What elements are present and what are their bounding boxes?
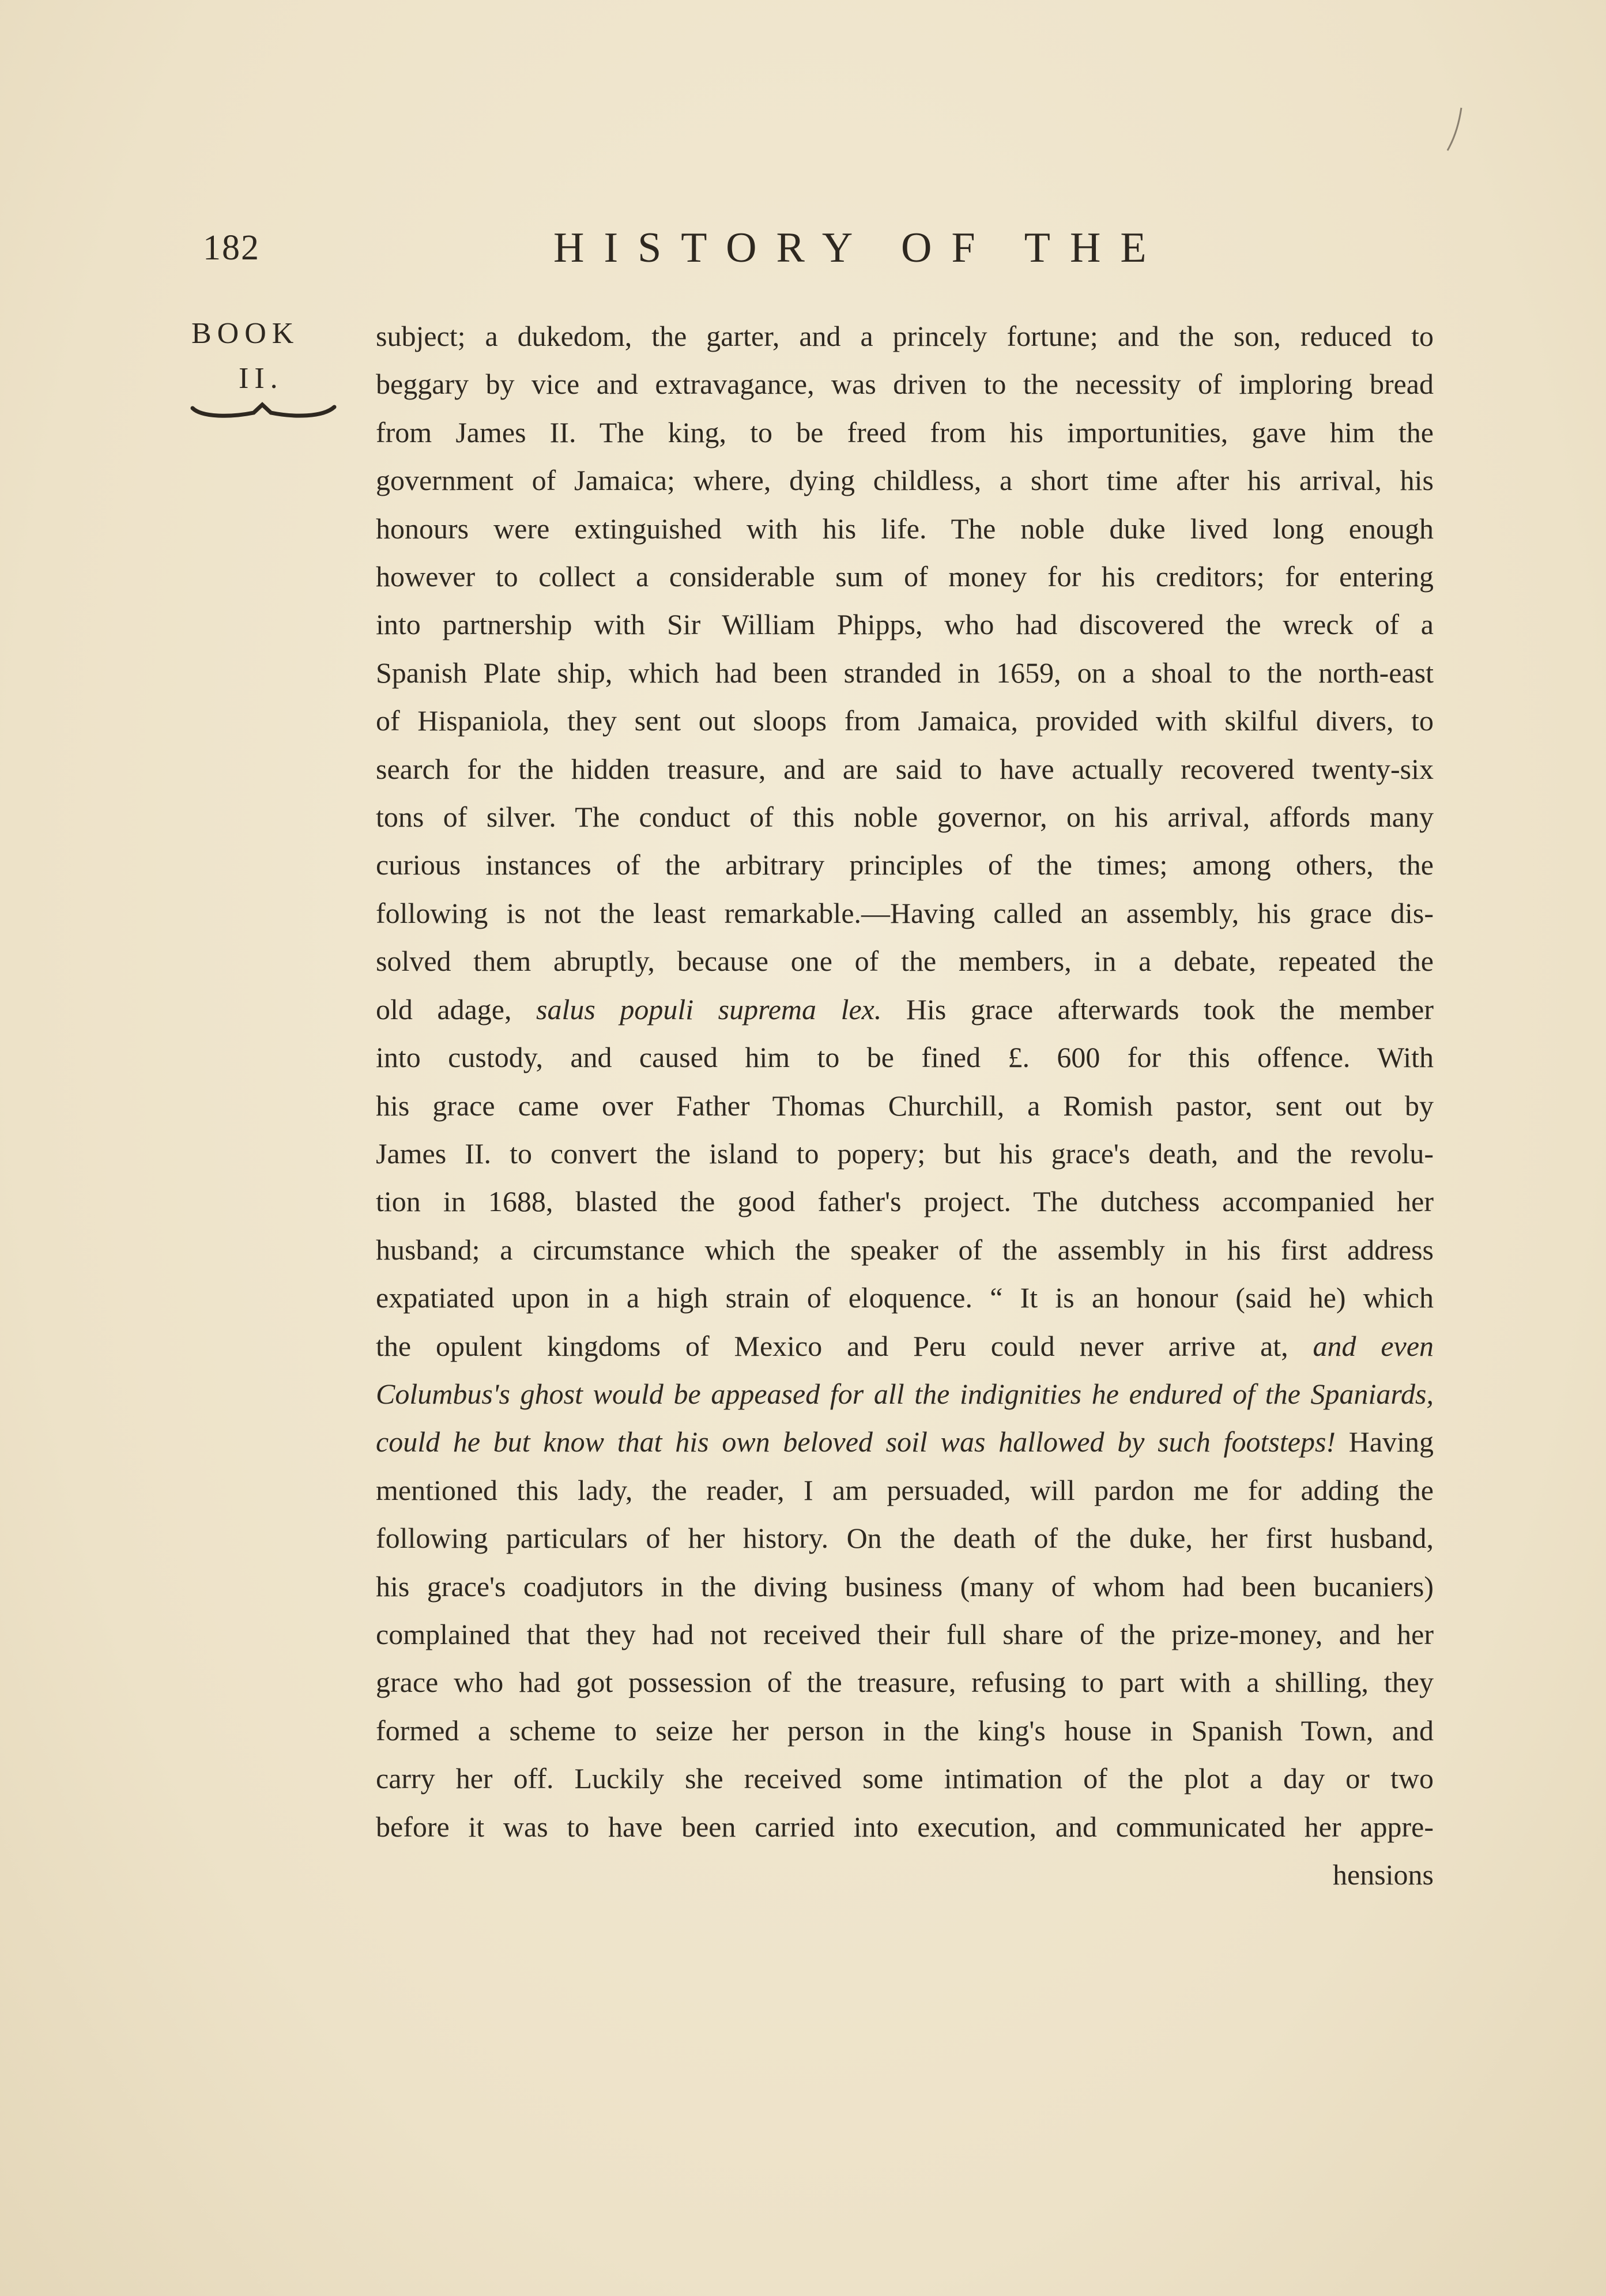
italic-text: could he but know that his own beloved soil was hallowed by such footsteps! (376, 1426, 1336, 1458)
text-line (376, 745, 1434, 793)
text-segment: grace who had got possession of the treasure, refusing to part with a shilling, they (376, 1666, 1434, 1699)
text-line (376, 1130, 1434, 1178)
text-segment: however to collect a considerable sum of money for his creditors; for entering (376, 560, 1434, 593)
text-line (376, 1611, 1434, 1658)
text-line (376, 1274, 1434, 1322)
text-line (376, 697, 1434, 745)
text-segment: Having (1336, 1426, 1434, 1458)
text-line (376, 1034, 1434, 1081)
text-segment: search for the hidden treasure, and are said to have actually recovered twenty-six (376, 752, 1434, 785)
text-line (376, 889, 1434, 937)
text-segment: curious instances of the arbitrary principles of the times; among others, the (376, 849, 1434, 881)
text-segment: carry her off. Luckily she received some intimation of the plot a day or two (376, 1762, 1434, 1795)
text-line (376, 1226, 1434, 1274)
italic-text: salus populi suprema lex. (536, 993, 882, 1026)
text-segment: tion in 1688, blasted the good father's project. The dutchess accompanied her (376, 1185, 1434, 1218)
text-line (376, 1466, 1434, 1514)
text-line (376, 1563, 1434, 1611)
text-line (376, 1418, 1434, 1466)
text-line (376, 1707, 1434, 1755)
text-segment: expatiated upon in a high strain of eloquence. “ It is an honour (said he) which (376, 1281, 1434, 1314)
running-head: HISTORY OF THE (553, 224, 1166, 272)
text-segment: of Hispaniola, they sent out sloops from Jamaica, provided with skilful divers, to (376, 704, 1434, 737)
text-segment: government of Jamaica; where, dying childless, a short time after his arrival, his (376, 464, 1434, 497)
pencil-tick-mark (1444, 107, 1467, 153)
text-line (376, 1082, 1434, 1130)
text-segment: solved them abruptly, because one of the members, in a debate, repeated the (376, 945, 1434, 978)
text-segment: from James II. The king, to be freed from his importunities, gave him the (376, 416, 1434, 448)
text-segment: mentioned this lady, the reader, I am persuaded, will pardon me for adding the (376, 1473, 1434, 1506)
body-text (376, 312, 1434, 1899)
text-segment: husband; a circumstance which the speaker of the assembly in his first address (376, 1233, 1434, 1266)
catchword: hensions (1333, 1858, 1434, 1891)
book-number: II. (239, 362, 284, 395)
text-line (376, 360, 1434, 408)
text-line (376, 841, 1434, 889)
book-label: BOOK (191, 317, 300, 350)
bracket-ornament (190, 400, 337, 423)
text-segment: the opulent kingdoms of Mexico and Peru could never arrive at, (376, 1329, 1313, 1362)
text-segment: honours were extinguished with his life. The noble duke lived long enough (376, 512, 1434, 545)
text-line (376, 1658, 1434, 1706)
text-segment: into custody, and caused him to be fined £. 600 for this offence. With (376, 1041, 1434, 1074)
text-line (376, 986, 1434, 1034)
text-line (376, 1803, 1434, 1851)
text-segment: following particulars of her history. On the death of the duke, her first husband, (376, 1522, 1434, 1555)
text-line (376, 1370, 1434, 1418)
page-number: 182 (203, 228, 260, 267)
text-line (376, 1755, 1434, 1803)
text-segment: complained that they had not received their full share of the prize-money, and her (376, 1618, 1434, 1650)
text-line (376, 553, 1434, 601)
italic-text: Columbus's ghost would be appeased for all the indignities he endured of the Spaniards, (376, 1377, 1434, 1410)
text-line (376, 312, 1434, 360)
text-line (376, 457, 1434, 504)
text-line (376, 409, 1434, 457)
text-segment: beggary by vice and extravagance, was driven to the necessity of imploring bread (376, 368, 1434, 401)
text-segment: tons of silver. The conduct of this noble governor, on his arrival, affords many (376, 801, 1434, 834)
text-segment: his grace came over Father Thomas Churchill, a Romish pastor, sent out by (376, 1089, 1434, 1122)
text-line (376, 1322, 1434, 1370)
text-segment: following is not the least remarkable.—Having called an assembly, his grace dis- (376, 896, 1434, 929)
text-line (376, 601, 1434, 649)
text-segment: James II. to convert the island to popery; but his grace's death, and the revolu- (376, 1137, 1434, 1170)
text-line (376, 937, 1434, 985)
text-line (376, 1514, 1434, 1562)
text-line (376, 649, 1434, 697)
margin-note (191, 311, 341, 401)
text-segment: old adage, (376, 993, 537, 1026)
text-line (376, 793, 1434, 841)
text-segment: his grace's coadjutors in the diving business (many of whom had been bucaniers) (376, 1570, 1434, 1603)
text-line (376, 1178, 1434, 1226)
italic-text: and even (1313, 1329, 1434, 1362)
text-segment: into partnership with Sir William Phipps, who had discovered the wreck of a (376, 608, 1434, 641)
text-segment: Spanish Plate ship, which had been stranded in 1659, on a shoal to the north-east (376, 656, 1434, 689)
text-segment: before it was to have been carried into execution, and communicated her appre- (376, 1810, 1434, 1843)
text-segment: His grace afterwards took the member (881, 993, 1434, 1026)
text-line (376, 505, 1434, 553)
text-segment: formed a scheme to seize her person in the king's house in Spanish Town, and (376, 1714, 1434, 1747)
text-segment: subject; a dukedom, the garter, and a princely fortune; and the son, reduced to (376, 320, 1434, 352)
